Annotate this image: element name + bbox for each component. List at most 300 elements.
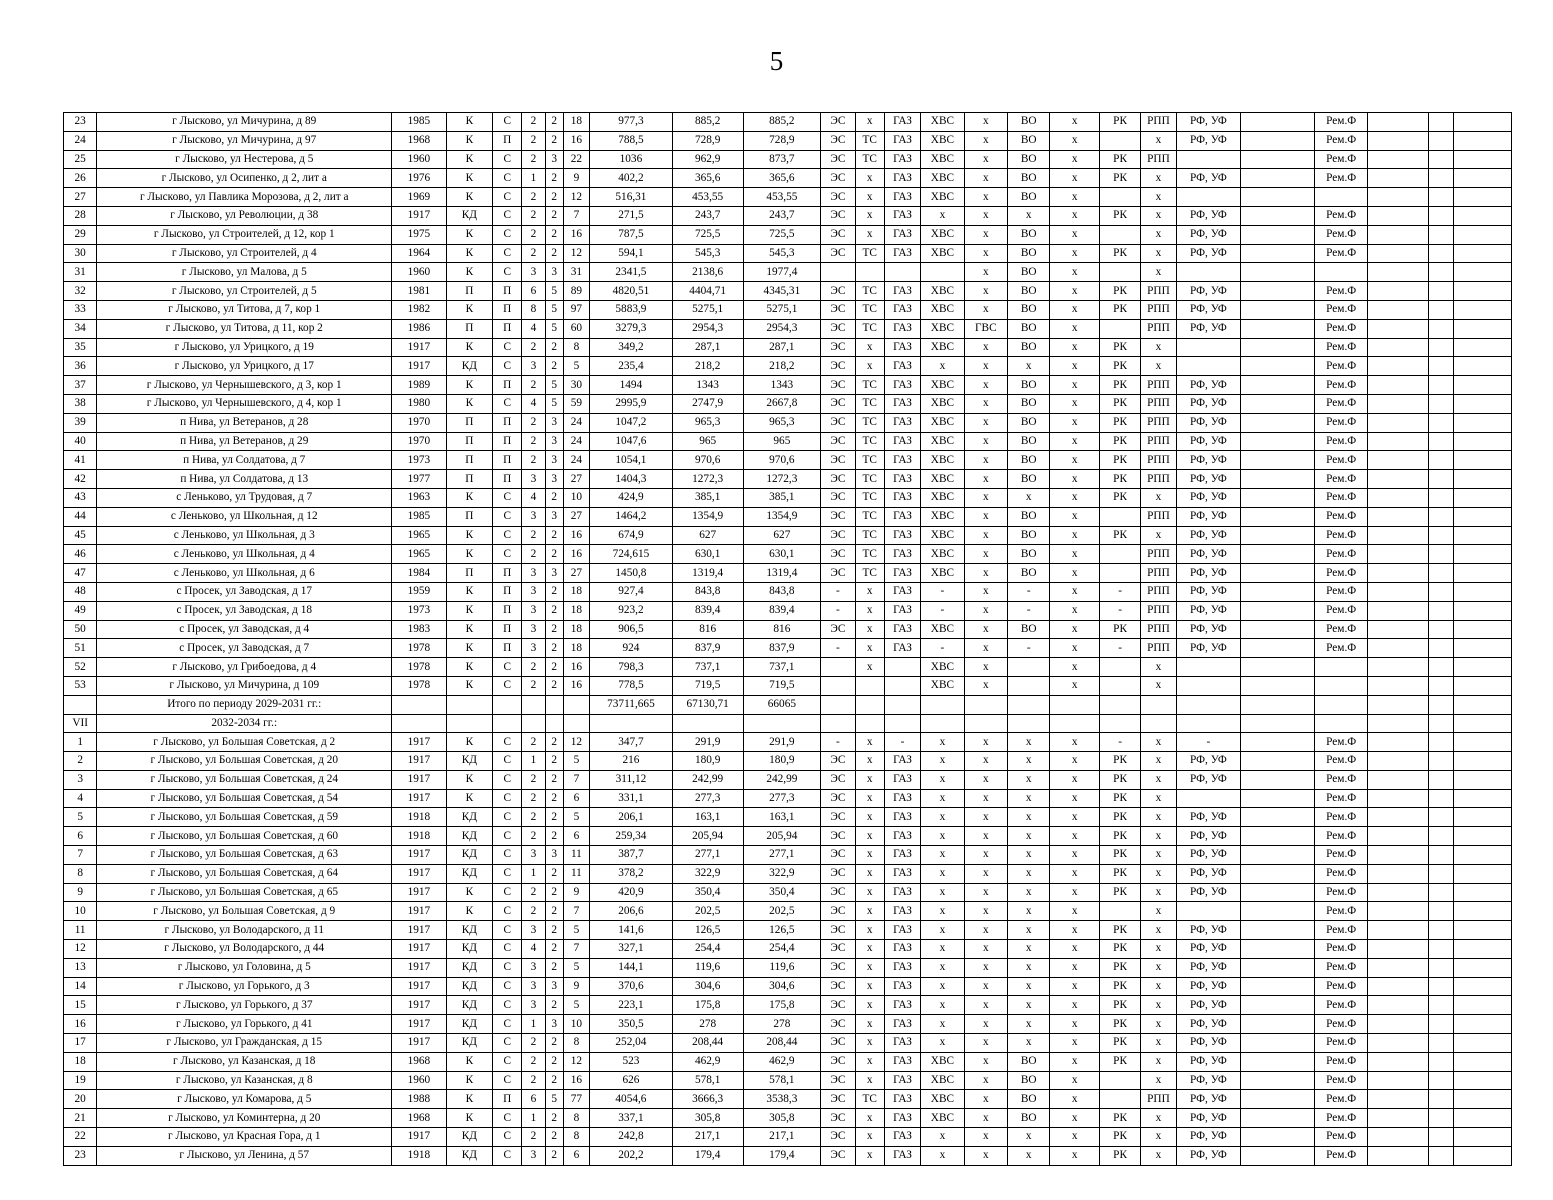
table-cell: Рем.Ф (1314, 639, 1368, 658)
table-cell: 627 (672, 526, 743, 545)
table-cell: г Лысково, ул Строителей, д 5 (97, 282, 392, 301)
table-cell: 462,9 (743, 1052, 821, 1071)
table-cell: К (446, 263, 492, 282)
table-cell: 1917 (392, 357, 447, 376)
table-cell: К (446, 733, 492, 752)
table-cell (1176, 263, 1241, 282)
table-cell: ГАЗ (884, 864, 920, 883)
table-cell (1368, 958, 1429, 977)
table-row (64, 658, 1512, 677)
table-cell: Рем.Ф (1314, 1071, 1368, 1090)
table-cell: х (964, 1034, 1007, 1053)
table-cell: 243,7 (743, 206, 821, 225)
table-cell: 1047,2 (590, 413, 673, 432)
table-cell: 728,9 (672, 131, 743, 150)
table-cell: П (493, 1090, 522, 1109)
table-cell: 2 (545, 357, 563, 376)
table-cell (1141, 714, 1176, 733)
table-cell (1099, 714, 1140, 733)
table-cell (1429, 827, 1454, 846)
table-cell: 126,5 (672, 921, 743, 940)
table-cell: 1917 (392, 752, 447, 771)
table-cell (1241, 357, 1315, 376)
table-cell: 1978 (392, 639, 447, 658)
table-cell: ВО (1008, 150, 1050, 169)
table-row (64, 1071, 1512, 1090)
table-cell (1429, 188, 1454, 207)
table-cell: 1917 (392, 883, 447, 902)
page-number: 5 (769, 46, 784, 76)
table-cell (1454, 996, 1512, 1015)
table-cell: 27 (563, 507, 589, 526)
table-cell: РФ, УФ (1176, 451, 1241, 470)
table-cell: - (921, 639, 964, 658)
table-cell: ЭС (821, 846, 855, 865)
table-cell: 1917 (392, 1015, 447, 1034)
table-cell: ЭС (821, 319, 855, 338)
table-cell: С (493, 394, 522, 413)
table-cell: 2 (522, 432, 545, 451)
table-cell: х (1008, 1034, 1050, 1053)
table-cell: РФ, УФ (1176, 225, 1241, 244)
table-cell: 1917 (392, 940, 447, 959)
table-cell: 2341,5 (590, 263, 673, 282)
table-cell (821, 676, 855, 695)
table-cell: г Лысково, ул Большая Советская, д 65 (97, 883, 392, 902)
table-row (64, 188, 1512, 207)
table-cell (1429, 244, 1454, 263)
table-cell: х (921, 1128, 964, 1147)
table-cell: С (493, 1146, 522, 1165)
table-cell (1368, 338, 1429, 357)
table-cell: х (1141, 488, 1176, 507)
table-cell (1099, 545, 1140, 564)
table-cell: х (1050, 1052, 1099, 1071)
table-row (64, 996, 1512, 1015)
table-cell: С (493, 902, 522, 921)
table-cell: С (493, 1071, 522, 1090)
table-cell: ГАЗ (884, 977, 920, 996)
table-cell: 2 (545, 1034, 563, 1053)
table-cell: 1973 (392, 451, 447, 470)
table-cell: ГАЗ (884, 432, 920, 451)
table-cell: Рем.Ф (1314, 620, 1368, 639)
table-cell: х (855, 1128, 884, 1147)
table-cell (1429, 996, 1454, 1015)
table-row (64, 827, 1512, 846)
table-cell: РФ, УФ (1176, 1052, 1241, 1071)
table-cell (1368, 658, 1429, 677)
table-cell: ГАЗ (884, 451, 920, 470)
table-cell: 1917 (392, 996, 447, 1015)
table-cell (1429, 601, 1454, 620)
table-cell (1454, 507, 1512, 526)
table-cell: РФ, УФ (1176, 545, 1241, 564)
table-cell: 2 (545, 789, 563, 808)
table-cell (1454, 808, 1512, 827)
table-cell (1454, 470, 1512, 489)
table-cell: 22 (64, 1128, 97, 1147)
table-cell: ХВС (921, 169, 964, 188)
table-row (64, 564, 1512, 583)
table-cell: г Лысково, ул Коминтерна, д 20 (97, 1109, 392, 1128)
table-cell: 1978 (392, 676, 447, 695)
table-cell: 1 (522, 169, 545, 188)
table-cell: 208,44 (743, 1034, 821, 1053)
table-cell: РФ, УФ (1176, 488, 1241, 507)
table-cell: 1977,4 (743, 263, 821, 282)
table-cell: 1918 (392, 1146, 447, 1165)
table-cell: С (493, 846, 522, 865)
table-cell: х (964, 846, 1007, 865)
table-cell: х (964, 526, 1007, 545)
table-cell: 206,1 (590, 808, 673, 827)
table-cell: ГАЗ (884, 846, 920, 865)
table-cell (1454, 338, 1512, 357)
table-cell (1368, 526, 1429, 545)
table-cell: ВО (1008, 376, 1050, 395)
table-cell: х (1008, 996, 1050, 1015)
table-cell: С (493, 676, 522, 695)
table-cell: 924 (590, 639, 673, 658)
table-cell: К (446, 582, 492, 601)
table-cell: х (964, 169, 1007, 188)
table-cell: РК (1099, 620, 1140, 639)
table-cell: 16 (64, 1015, 97, 1034)
table-cell: х (921, 921, 964, 940)
table-cell: х (855, 582, 884, 601)
table-cell: х (1050, 244, 1099, 263)
table-cell: РФ, УФ (1176, 940, 1241, 959)
table-cell: х (964, 902, 1007, 921)
table-cell: РК (1099, 996, 1140, 1015)
table-cell: ХВС (921, 1052, 964, 1071)
table-cell: 18 (563, 601, 589, 620)
table-cell: 2 (522, 1128, 545, 1147)
table-cell: 2 (545, 921, 563, 940)
table-cell (1241, 188, 1315, 207)
table-cell: 3 (545, 564, 563, 583)
table-cell: ЭС (821, 789, 855, 808)
table-cell: 242,99 (672, 770, 743, 789)
table-row (64, 225, 1512, 244)
table-cell (1429, 394, 1454, 413)
table-cell: 5 (563, 752, 589, 771)
table-cell: 208,44 (672, 1034, 743, 1053)
table-cell: 8 (64, 864, 97, 883)
table-cell (1429, 282, 1454, 301)
table-cell: г Лысково, ул Горького, д 41 (97, 1015, 392, 1034)
table-cell: ЭС (821, 545, 855, 564)
table-cell: х (1141, 789, 1176, 808)
table-cell: 1036 (590, 150, 673, 169)
table-cell: К (446, 394, 492, 413)
table-cell: 873,7 (743, 150, 821, 169)
table-cell: 462,9 (672, 1052, 743, 1071)
table-cell: г Лысково, ул Большая Советская, д 60 (97, 827, 392, 846)
table-cell: РК (1099, 169, 1140, 188)
table-cell: РК (1099, 808, 1140, 827)
table-cell: К (446, 300, 492, 319)
table-cell: 737,1 (672, 658, 743, 677)
table-cell: 89 (563, 282, 589, 301)
table-cell: 7 (64, 846, 97, 865)
table-cell (522, 714, 545, 733)
table-cell: ГАЗ (884, 413, 920, 432)
table-cell: 2 (522, 206, 545, 225)
table-cell: 5275,1 (672, 300, 743, 319)
table-cell: 16 (563, 1071, 589, 1090)
table-cell: х (921, 733, 964, 752)
table-cell: КД (446, 1015, 492, 1034)
table-cell: РФ, УФ (1176, 1128, 1241, 1147)
table-cell: С (493, 752, 522, 771)
table-cell: - (1176, 733, 1241, 752)
table-cell: 3 (522, 582, 545, 601)
table-cell: 218,2 (672, 357, 743, 376)
table-cell: 2 (522, 244, 545, 263)
table-cell: ГАЗ (884, 244, 920, 263)
table-cell: Рем.Ф (1314, 883, 1368, 902)
table-cell: х (964, 1071, 1007, 1090)
table-cell (1368, 225, 1429, 244)
table-cell: ГАЗ (884, 545, 920, 564)
table-cell: РПП (1141, 451, 1176, 470)
table-cell: П (446, 282, 492, 301)
table-cell: С (493, 1128, 522, 1147)
table-cell: 5275,1 (743, 300, 821, 319)
table-cell: г Лысково, ул Большая Советская, д 54 (97, 789, 392, 808)
table-cell: РПП (1141, 319, 1176, 338)
table-cell: х (964, 827, 1007, 846)
table-cell (921, 263, 964, 282)
table-cell: ЭС (821, 977, 855, 996)
table-cell: с Леньково, ул Школьная, д 3 (97, 526, 392, 545)
table-cell: ЭС (821, 1071, 855, 1090)
table-cell: С (493, 338, 522, 357)
table-cell: Рем.Ф (1314, 752, 1368, 771)
table-cell: 2 (522, 902, 545, 921)
table-cell: ЭС (821, 808, 855, 827)
table-cell: х (964, 131, 1007, 150)
table-cell: 4 (522, 488, 545, 507)
table-cell: 32 (64, 282, 97, 301)
table-cell: 4 (522, 940, 545, 959)
table-cell: 5 (545, 282, 563, 301)
table-cell: х (964, 282, 1007, 301)
table-cell: РПП (1141, 582, 1176, 601)
table-cell: ГАЗ (884, 470, 920, 489)
table-cell: х (921, 902, 964, 921)
table-cell: 350,4 (743, 883, 821, 902)
table-cell (1241, 658, 1315, 677)
table-cell (1429, 225, 1454, 244)
table-cell (1241, 883, 1315, 902)
table-cell: КД (446, 206, 492, 225)
table-cell (1099, 564, 1140, 583)
table-cell (1241, 977, 1315, 996)
table-cell: ХВС (921, 376, 964, 395)
table-cell (1454, 206, 1512, 225)
table-cell: ГАЗ (884, 921, 920, 940)
table-cell: РФ, УФ (1176, 921, 1241, 940)
table-cell: РК (1099, 958, 1140, 977)
table-cell: 3 (522, 620, 545, 639)
table-cell (1429, 808, 1454, 827)
table-cell: х (964, 1109, 1007, 1128)
table-cell: 1985 (392, 113, 447, 132)
table-cell: 3 (545, 263, 563, 282)
table-cell: КД (446, 958, 492, 977)
table-cell: К (446, 620, 492, 639)
table-cell: 59 (563, 394, 589, 413)
table-cell: 2 (545, 827, 563, 846)
table-cell: ХВС (921, 470, 964, 489)
table-cell: ТС (855, 507, 884, 526)
table-cell: РК (1099, 376, 1140, 395)
table-cell (1368, 545, 1429, 564)
table-cell: 1983 (392, 620, 447, 639)
table-cell: РК (1099, 338, 1140, 357)
table-row (64, 319, 1512, 338)
table-cell: ГАЗ (884, 188, 920, 207)
table-cell: 46 (64, 545, 97, 564)
table-cell: ХВС (921, 394, 964, 413)
table-cell (1241, 620, 1315, 639)
table-cell: 48 (64, 582, 97, 601)
table-cell: ЭС (821, 1128, 855, 1147)
table-cell: С (493, 113, 522, 132)
table-cell (1241, 263, 1315, 282)
table-cell: Рем.Ф (1314, 733, 1368, 752)
table-cell (1241, 958, 1315, 977)
table-cell (1429, 300, 1454, 319)
table-cell: х (1050, 1034, 1099, 1053)
table-cell (1314, 188, 1368, 207)
table-cell (1314, 658, 1368, 677)
table-cell: х (1050, 1090, 1099, 1109)
table-cell: ГАЗ (884, 958, 920, 977)
table-cell: ЭС (821, 1034, 855, 1053)
table-cell: 45 (64, 526, 97, 545)
table-cell: ТС (855, 319, 884, 338)
table-cell: 38 (64, 394, 97, 413)
table-cell: 16 (563, 131, 589, 150)
table-cell: 218,2 (743, 357, 821, 376)
table-cell: г Лысково, ул Большая Советская, д 64 (97, 864, 392, 883)
table-cell (1429, 470, 1454, 489)
table-cell (1454, 263, 1512, 282)
table-cell: х (1141, 526, 1176, 545)
table-cell: 1917 (392, 733, 447, 752)
table-cell (1454, 564, 1512, 583)
table-cell: 1985 (392, 507, 447, 526)
table-cell: 1917 (392, 977, 447, 996)
table-cell: х (1008, 921, 1050, 940)
table-cell: 627 (743, 526, 821, 545)
table-cell: С (493, 789, 522, 808)
table-cell: К (446, 789, 492, 808)
table-cell: 8 (563, 1034, 589, 1053)
table-cell: 2 (545, 940, 563, 959)
table-cell (1429, 676, 1454, 695)
table-cell: 2 (545, 996, 563, 1015)
table-cell (1368, 996, 1429, 1015)
table-cell: 453,55 (743, 188, 821, 207)
table-cell: х (1008, 1128, 1050, 1147)
table-cell: - (1008, 582, 1050, 601)
table-cell: С (493, 188, 522, 207)
table-cell: РФ, УФ (1176, 413, 1241, 432)
table-cell: 6 (522, 1090, 545, 1109)
table-cell (1368, 1109, 1429, 1128)
table-cell (1368, 244, 1429, 263)
table-cell: РК (1099, 921, 1140, 940)
table-cell (1429, 921, 1454, 940)
table-cell: 60 (563, 319, 589, 338)
table-row (64, 451, 1512, 470)
table-row (64, 394, 1512, 413)
table-cell: ХВС (921, 225, 964, 244)
table-cell: ГАЗ (884, 996, 920, 1015)
table-cell: К (446, 488, 492, 507)
table-cell: РПП (1141, 639, 1176, 658)
table-cell: х (1050, 263, 1099, 282)
table-cell: 14 (64, 977, 97, 996)
table-cell: П (446, 319, 492, 338)
table-cell: ТС (855, 564, 884, 583)
table-cell: РПП (1141, 376, 1176, 395)
table-cell: с Леньково, ул Школьная, д 12 (97, 507, 392, 526)
table-cell (1314, 695, 1368, 714)
table-cell (1454, 1034, 1512, 1053)
table-cell: ЭС (821, 432, 855, 451)
table-cell (1099, 319, 1140, 338)
table-cell (1429, 733, 1454, 752)
table-cell: х (1008, 883, 1050, 902)
table-cell: Рем.Ф (1314, 1015, 1368, 1034)
table-cell: КД (446, 996, 492, 1015)
table-cell: х (964, 413, 1007, 432)
table-cell: 205,94 (672, 827, 743, 846)
table-cell: х (855, 940, 884, 959)
table-cell (493, 695, 522, 714)
table-cell: 719,5 (743, 676, 821, 695)
table-cell: ГАЗ (884, 394, 920, 413)
table-cell: ТС (855, 451, 884, 470)
table-cell (1314, 714, 1368, 733)
table-row (64, 921, 1512, 940)
table-cell: 5 (563, 996, 589, 1015)
table-cell: 2 (522, 131, 545, 150)
table-cell: ГАЗ (884, 282, 920, 301)
table-cell: х (1008, 770, 1050, 789)
table-cell: 965 (672, 432, 743, 451)
table-cell: 12 (563, 1052, 589, 1071)
table-cell: х (1050, 545, 1099, 564)
table-cell (493, 714, 522, 733)
table-cell: х (1050, 733, 1099, 752)
table-cell: 1 (522, 1109, 545, 1128)
table-cell: ВО (1008, 413, 1050, 432)
table-cell: ГАЗ (884, 1146, 920, 1165)
table-cell: 26 (64, 169, 97, 188)
table-cell: 365,6 (743, 169, 821, 188)
table-cell: РПП (1141, 1090, 1176, 1109)
table-cell: х (921, 1015, 964, 1034)
table-cell: К (446, 376, 492, 395)
table-cell: Рем.Ф (1314, 564, 1368, 583)
